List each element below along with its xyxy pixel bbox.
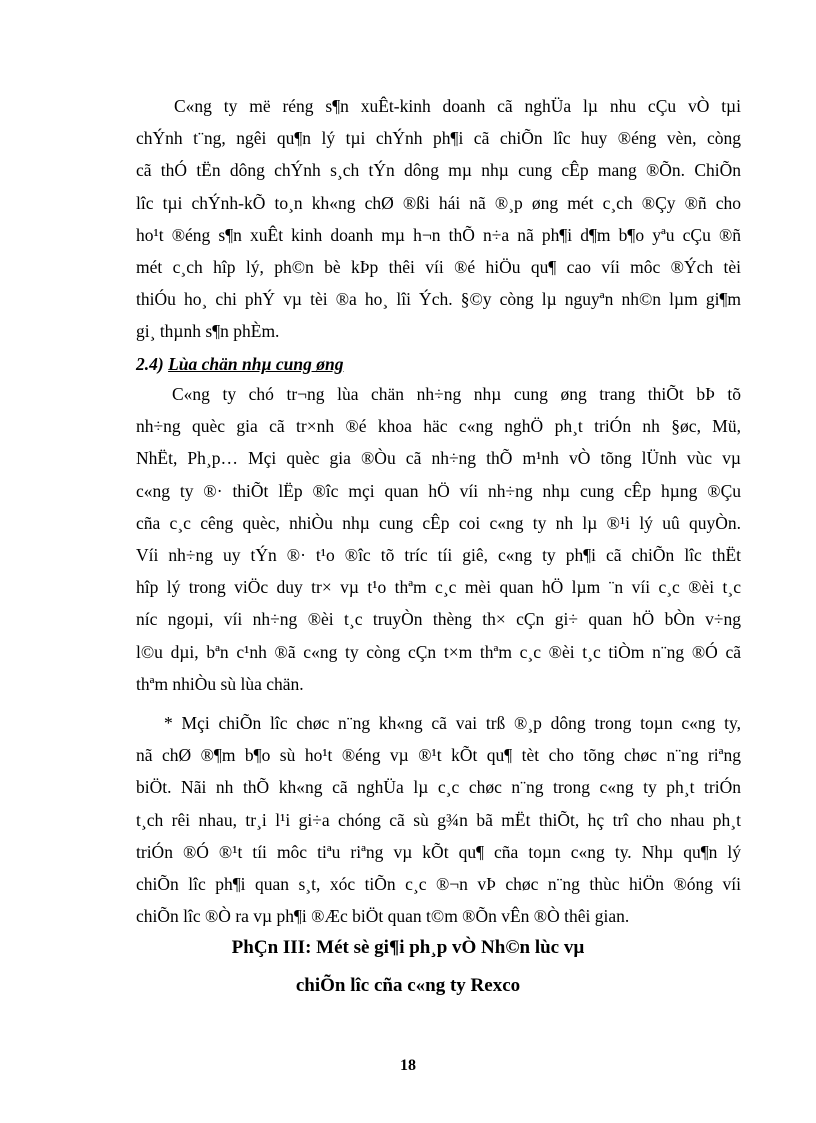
paragraph-line: nh÷ng quèc gia cã tr×nh ®é khoa häc c«ng nghÖ ph¸t triÓn nh §øc, Mü,: [136, 416, 741, 437]
paragraph-line: nã chØ ®¶m b¶o sù ho¹t ®éng vµ ®¹t kÕt qu¶ tèt cho tõng chøc n¨ng riªng: [136, 745, 741, 766]
paragraph-line: chiÕn lîc ph¶i quan s¸t, xóc tiÕn c¸c ®¬n vÞ chøc n¨ng thùc hiÖn ®óng víi: [136, 874, 741, 895]
paragraph-line: NhËt, Ph¸p… Mçi quèc gia ®Òu cã nh÷ng thÕ m¹nh vÒ tõng lÜnh vùc vµ: [136, 448, 741, 469]
paragraph-line: thªm nhiÒu sù lùa chän.: [136, 673, 304, 694]
paragraph-line: hîp lý trong viÖc duy tr× vµ t¹o thªm c¸c mèi quan hÖ lµm ¨n víi c¸c ®èi t¸c: [136, 577, 741, 598]
paragraph-line: níc ngoµi, víi nh÷ng ®èi t¸c truyÒn thèng th× cÇn gi÷ quan hÖ bÒn v÷ng: [136, 609, 741, 630]
paragraph-supplier-selection: [136, 378, 741, 700]
paragraph-line: mét c¸ch hîp lý, ph©n bè kÞp thêi víi ®é hiÖu qu¶ cao víi môc ®Ých tèi: [136, 257, 741, 278]
paragraph-line: C«ng ty më réng s¶n xuÊt-kinh doanh cã nghÜa lµ nhu cÇu vÒ tµi: [174, 96, 741, 116]
paragraph-line: C«ng ty chó tr¬ng lùa chän nh÷ng nhµ cung øng trang thiÕt bÞ tõ: [172, 384, 741, 404]
paragraph-line: biÖt. Nãi nh thÕ kh«ng cã nghÜa lµ c¸c chøc n¨ng trong c«ng ty ph¸t triÓn: [136, 777, 741, 798]
paragraph-line: triÓn ®Ó ®¹t tíi môc tiªu riªng vµ kÕt qu¶ cña toµn c«ng ty. Nhµ qu¶n lý: [136, 841, 741, 862]
section-title-line-1: PhÇn III: Mét sè gi¶i ph¸p vÒ Nh©n lùc vµ: [231, 937, 585, 958]
paragraph-line: * Mçi chiÕn lîc chøc n¨ng kh«ng cã vai trß ®¸p dông trong toµn c«ng ty,: [164, 713, 741, 733]
subsection-heading: [136, 354, 344, 375]
subsection-number: 2.4): [136, 354, 164, 374]
paragraph-line: chÝnh t¨ng, ngêi qu¶n lý tµi chÝnh ph¶i cã chiÕn lîc huy ®éng vèn, còng: [136, 128, 741, 149]
section-title-line-2: chiÕn lîc cña c«ng ty Rexco: [295, 975, 521, 996]
paragraph-line: lîc tµi chÝnh-kÕ to¸n kh«ng chØ ®ßi hái nã ®¸p øng mét c¸ch ®Çy ®ñ cho: [136, 192, 741, 213]
paragraph-company-expansion: [136, 90, 741, 348]
paragraph-line: cã thÓ tËn dông chÝnh s¸ch tÝn dông mµ nhµ cung cÊp mang ®Õn. ChiÕn: [136, 160, 741, 181]
paragraph-line: c«ng ty ®· thiÕt lËp ®îc mçi quan hÖ víi nh÷ng nhµ cung cÊp hµng ®Çu: [136, 480, 741, 501]
paragraph-line: ho¹t ®éng s¶n xuÊt kinh doanh mµ h¬n thÕ n÷a nã ph¶i d¶m b¶o yªu cÇu ®ñ: [136, 224, 741, 245]
subsection-title: Lùa chän nhµ cung øng: [168, 354, 344, 374]
paragraph-line: gi¸ thµnh s¶n phÈm.: [136, 321, 280, 342]
paragraph-line: Víi nh÷ng uy tÝn ®· t¹o ®îc tõ tríc tíi giê, c«ng ty ph¶i cã chiÕn lîc thËt: [136, 545, 741, 566]
paragraph-line: cña c¸c cêng quèc, nhiÒu nhµ cung cÊp coi c«ng ty nh lµ ®¹i lý uû quyÒn.: [136, 512, 741, 533]
paragraph-functional-strategy: [136, 707, 741, 932]
paragraph-line: thiÓu ho¸ chi phÝ vµ tèi ®a ho¸ lîi Ých. §©y còng lµ nguyªn nh©n lµm gi¶m: [136, 289, 741, 310]
page-number: 18: [400, 1057, 416, 1074]
paragraph-line: l©u dµi, bªn c¹nh ®ã c«ng ty còng cÇn t×m thªm c¸c ®èi t¸c tiÒm n¨ng ®Ó cã: [136, 641, 741, 662]
paragraph-line: t¸ch rêi nhau, tr¸i l¹i gi÷a chóng cã sù g¾n bã mËt thiÕt, hç trî cho nhau ph¸t: [136, 809, 741, 830]
paragraph-line: chiÕn lîc ®Ò ra vµ ph¶i ®Æc biÖt quan t©m ®Õn vÊn ®Ò thêi gian.: [136, 906, 630, 927]
